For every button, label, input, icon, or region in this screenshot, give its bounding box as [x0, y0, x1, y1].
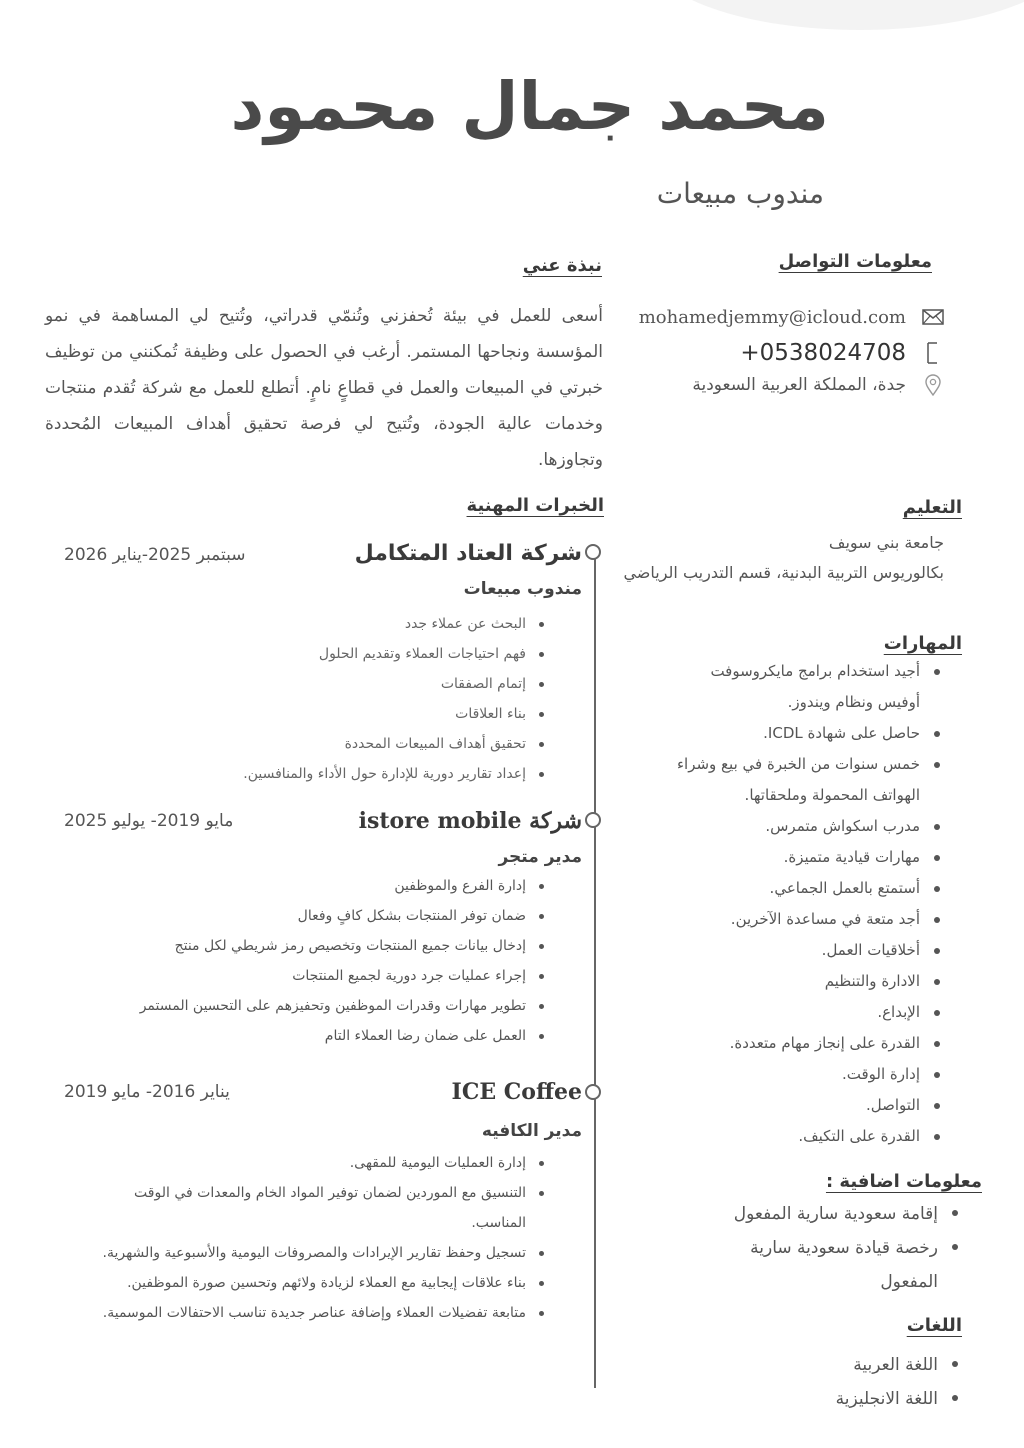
skill-item: الادارة والتنظيم — [674, 966, 944, 997]
skill-item: التواصل. — [674, 1090, 944, 1121]
extra-info-heading: معلومات اضافية : — [825, 1171, 982, 1192]
skill-item: أجد متعة في مساعدة الآخرين. — [674, 904, 944, 935]
job-title-role: مندوب مبيعات — [463, 579, 582, 599]
skills-block — [674, 656, 944, 1152]
job-dates: مايو 2019- يوليو 2025 — [64, 811, 234, 831]
skill-item: الإبداع. — [674, 997, 944, 1028]
skill-item: القدرة على إنجاز مهام متعددة. — [674, 1028, 944, 1059]
skill-item: مدرب اسكواش متمرس. — [674, 811, 944, 842]
job-title-role: مدير متجر — [498, 847, 582, 867]
skills-heading: المهارات — [883, 633, 962, 654]
job-duty-item: تحقيق أهداف المبيعات المحددة — [102, 729, 552, 759]
job-company: ICE Coffee — [451, 1079, 582, 1105]
location-pin-icon — [922, 374, 944, 396]
skill-item: أخلاقيات العمل. — [674, 935, 944, 966]
job-dates: سبتمبر 2025-يناير 2026 — [64, 545, 246, 565]
extra-info-item: رخصة قيادة سعودية سارية المفعول — [732, 1231, 962, 1299]
timeline-dot — [585, 812, 601, 828]
skills-list — [674, 656, 944, 1152]
contact-heading: معلومات التواصل — [778, 251, 932, 272]
corner-decoration — [650, 0, 1024, 30]
skill-item: حاصل على شهادة ICDL. — [674, 718, 944, 749]
skill-item: أستمتع بالعمل الجماعي. — [674, 873, 944, 904]
job-duty-item: متابعة تفضيلات العملاء وإضافة عناصر جديدة تناسب الاحتفالات الموسمية. — [102, 1298, 552, 1328]
job-duty-item: إعداد تقارير دورية للإدارة حول الأداء والمنافسين. — [102, 759, 552, 789]
job-duty-item: البحث عن عملاء جدد — [102, 609, 552, 639]
job-duty-item: بناء العلاقات — [102, 699, 552, 729]
education-heading: التعليم — [902, 497, 962, 518]
extra-info-block — [732, 1197, 962, 1299]
timeline-dot — [585, 1084, 601, 1100]
education-university: جامعة بني سويف — [828, 533, 944, 552]
job-title-role: مدير الكافيه — [481, 1121, 582, 1141]
job-duty-item: إدارة الفرع والموظفين — [102, 871, 552, 901]
skill-item: أجيد استخدام برامج مايكروسوفت أوفيس ونظام ويندوز. — [674, 656, 944, 718]
job-duty-item: إدارة العمليات اليومية للمقهى. — [102, 1148, 552, 1178]
languages-heading: اللغات — [906, 1315, 962, 1336]
job-company: شركة العتاد المتكامل — [354, 541, 582, 566]
education-degree: بكالوريوس التربية البدنية، قسم التدريب الرياضي — [623, 563, 944, 582]
languages-block — [762, 1348, 962, 1416]
job-duty-item: إجراء عمليات جرد دورية لجميع المنتجات — [102, 961, 552, 991]
job-duties-list — [102, 1148, 552, 1328]
extra-info-list — [732, 1197, 962, 1299]
job-duty-item: تسجيل وحفظ تقارير الإيرادات والمصروفات اليومية والأسبوعية والشهرية. — [102, 1238, 552, 1268]
languages-list — [762, 1348, 962, 1416]
timeline-line — [594, 552, 596, 1388]
skill-item: خمس سنوات من الخبرة في بيع وشراء الهواتف المحمولة وملحقاتها. — [674, 749, 944, 811]
job-duty-item: بناء علاقات إيجابية مع العملاء لزيادة ولائهم وتحسين صورة الموظفين. — [102, 1268, 552, 1298]
skill-item: إدارة الوقت. — [674, 1059, 944, 1090]
skill-item: القدرة على التكيف. — [674, 1121, 944, 1152]
contact-phone[interactable]: +0538024708 — [740, 340, 906, 366]
extra-info-item: إقامة سعودية سارية المفعول — [732, 1197, 962, 1231]
about-text: أسعى للعمل في بيئة تُحفزني وتُنمّي قدراتي، وتُتيح لي المساهمة في نمو المؤسسة ونجاحها المستمر. أرغب في الحصول على وظيفة تُمكنني من توظيف خبرتي في المبيعات والعمل في قطاعٍ نامٍ. أتطلع للعمل مع شركة تُقدم منتجات وخدمات عالية الجودة، وتُتيح لي فرصة تحقيق أهداف المبيعات المُحددة وتجاوزها. — [45, 306, 603, 470]
job-duty-item: ضمان توفر المنتجات بشكل كافٍ وفعال — [102, 901, 552, 931]
education-block — [594, 528, 944, 588]
job-duty-item: إدخال بيانات جميع المنتجات وتخصيص رمز شريطي لكل منتج — [102, 931, 552, 961]
job-duty-item: تطوير مهارات وقدرات الموظفين وتحفيزهم على التحسين المستمر — [102, 991, 552, 1021]
person-name: محمد جمال محمود — [230, 68, 829, 145]
job-duty-item: العمل على ضمان رضا العملاء التام — [102, 1021, 552, 1051]
mail-icon — [922, 306, 944, 328]
job-duties-list — [102, 871, 552, 1051]
job-title: مندوب مبيعات — [656, 177, 824, 210]
language-item: اللغة العربية — [762, 1348, 962, 1382]
contact-location: جدة، المملكة العربية السعودية — [692, 375, 906, 395]
timeline-dot — [585, 544, 601, 560]
job-duties-list — [102, 609, 552, 789]
job-duty-item: إتمام الصفقات — [102, 669, 552, 699]
contact-email[interactable]: mohamedjemmy@icloud.com — [638, 306, 906, 328]
job-company: شركة istore mobile — [358, 808, 582, 834]
skill-item: مهارات قيادية متميزة. — [674, 842, 944, 873]
experience-heading: الخبرات المهنية — [466, 495, 604, 516]
phone-icon — [922, 342, 944, 364]
language-item: اللغة الانجليزية — [762, 1382, 962, 1416]
job-duty-item: التنسيق مع الموردين لضمان توفير المواد الخام والمعدات في الوقت المناسب. — [102, 1178, 552, 1238]
job-dates: يناير 2016- مايو 2019 — [64, 1082, 230, 1102]
about-heading: نبذة عني — [522, 255, 602, 276]
job-duty-item: فهم احتياجات العملاء وتقديم الحلول — [102, 639, 552, 669]
